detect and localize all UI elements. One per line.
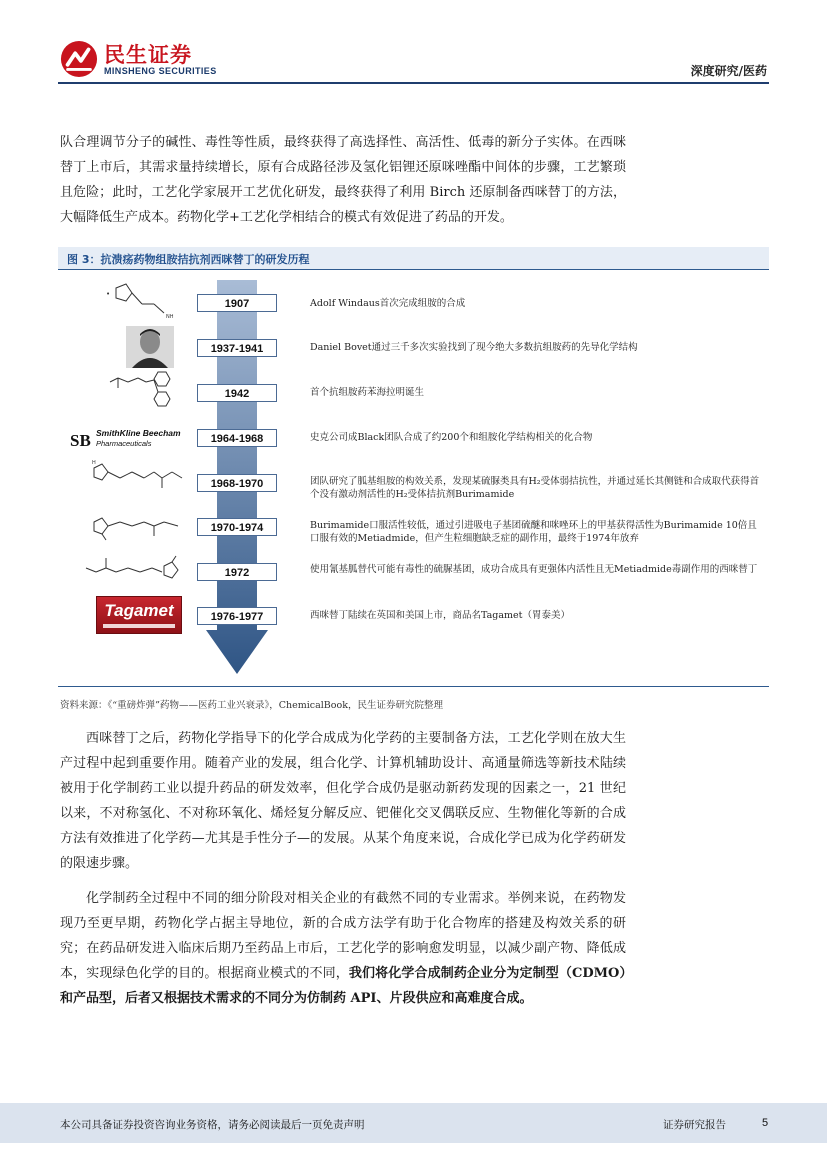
- timeline-event: Adolf Windaus首次完成组胺的合成: [310, 298, 466, 309]
- timeline-year: 1907: [197, 294, 277, 312]
- timeline-year: 1968-1970: [197, 474, 277, 492]
- figure-title-bar: [58, 247, 769, 270]
- timeline-event: 首个抗组胺药苯海拉明诞生: [310, 387, 425, 398]
- timeline-year: 1964-1968: [197, 429, 277, 447]
- figure-source: 资料来源：《“重磅炸弹”药物——医药工业兴衰录》，ChemicalBook，民生证券研究院整理: [60, 700, 443, 711]
- tagamet-logo-text: Tagamet: [104, 601, 174, 620]
- diphenhydramine-structure-icon: [106, 368, 186, 416]
- smithkline-beecham-logo: [70, 428, 182, 450]
- minsheng-logo-icon: [60, 40, 98, 78]
- timeline-year: 1942: [197, 384, 277, 402]
- figure-bottom-divider: [58, 686, 769, 687]
- paragraph-3-bold-text: 我们将化学合成制药企业分为定制型（CDMO）和产品型，后者又根据技术需求的不同分为仿制药 API、片段供应和高难度合成。: [60, 966, 626, 1006]
- timeline-event: 使用氰基胍替代可能有毒性的硫脲基团，成功合成具有更强体内活性且无Metiadmide毒副作用的西咪替丁: [310, 564, 758, 575]
- svg-text:•: •: [106, 290, 111, 298]
- footer-report-type: 证券研究报告: [663, 1119, 726, 1131]
- report-section-tag: 深度研究/医药: [690, 64, 767, 78]
- metiamide-structure-icon: [88, 508, 186, 542]
- paragraph-3-text: 化学制药全过程中不同的细分阶段对相关企业的有截然不同的专业需求。举例来说，在药物发现乃至更早期，药物化学占据主导地位，新的合成方法学有助于化合物库的搭建及构效关系的研究；在药品研发进入临床后期乃至药品上市后，工艺化学的影响愈发明显，以减少副产物、降低成本，实现绿色化学的目的。根据商业模式的不同，: [60, 891, 626, 981]
- logo-text-cn: 民生证券: [104, 43, 192, 67]
- timeline-event: 团队研究了胍基组胺的构效关系，发现某硫脲类具有H₂受体弱拮抗性，并通过延长其侧链和合成取代获得首个没有激动剂活性的H₂受体拮抗剂Burimamide: [310, 476, 760, 500]
- cimetidine-structure-icon: [82, 552, 186, 588]
- page-footer: [0, 1103, 827, 1143]
- timeline-year: 1970-1974: [197, 518, 277, 536]
- timeline-year: 1937-1941: [197, 339, 277, 357]
- timeline-event: Daniel Bovet通过三千多次实验找到了现今绝大多数抗组胺药的先导化学结构: [310, 342, 638, 353]
- cimetidine-timeline: [58, 272, 769, 682]
- burimamide-structure-icon: [86, 458, 186, 494]
- header-divider: [58, 82, 769, 84]
- sb-monogram-icon: [70, 429, 98, 449]
- svg-text:NH: NH: [166, 314, 174, 320]
- svg-text:SB: SB: [70, 431, 91, 449]
- timeline-event: Burimamide口服活性较低，通过引进吸电子基团硫醚和咪唑环上的甲基获得活性为Burimamide 10倍且口服有效的Metiadmide，但产生粒细胞缺乏症的副作用，最终于1974年放弃: [310, 520, 757, 544]
- body-paragraph-2: 西咪替丁之后，药物化学指导下的化学合成成为化学药的主要制备方法，工艺化学则在放大生产过程中起到重要作用。随着产业的发展，组合化学、计算机辅助设计、高通量筛选等新技术陆续被用于化学制药工业以提升药品的研发效率，但化学合成仍是驱动新药发现的因素之一，21 世纪以来，不对称氢化、不对称环氧化、烯烃复分解反应、钯催化交叉偶联反应、生物催化等新的合成方法有效推进了化学药—尤其是手性分子—的发展。从某个角度来说，合成化学已成为化学药研发的限速步骤。: [60, 731, 626, 871]
- page-number: 5: [762, 1117, 769, 1129]
- body-paragraph-3: [60, 886, 626, 1011]
- figure-title: 图 3：抗溃疡药物组胺拮抗剂西咪替丁的研发历程: [67, 253, 310, 266]
- sb-logo-text: SmithKline Beecham: [96, 428, 181, 438]
- logo-text-en: MINSHENG SECURITIES: [104, 66, 217, 76]
- footer-disclaimer: 本公司具备证券投资咨询业务资格，请务必阅读最后一页免责声明: [60, 1119, 365, 1131]
- body-paragraph-1: 队合理调节分子的碱性、毒性等性质，最终获得了高选择性、高活性、低毒的新分子实体。在西咪替丁上市后，其需求量持续增长，原有合成路径涉及氢化铝锂还原咪唑酯中间体的步骤，工艺繁琐且危险；此时，工艺化学家展开工艺优化研发，最终获得了利用 Birch 还原制备西咪替丁的方法，大幅降低生产成本。药物化学+工艺化学相结合的模式有效促进了药品的开发。: [60, 135, 626, 225]
- tagamet-logo: [96, 596, 182, 634]
- scientist-portrait-icon: [126, 326, 174, 368]
- tagamet-logo-stripe: [103, 624, 175, 628]
- timeline-year: 1972: [197, 563, 277, 581]
- timeline-year: 1976-1977: [197, 607, 277, 625]
- svg-text:H: H: [92, 460, 96, 466]
- timeline-event: 史克公司成Black团队合成了约200个和组胺化学结构相关的化合物: [310, 432, 593, 443]
- histamine-structure-icon: [102, 280, 182, 322]
- sb-logo-subtext: Pharmaceuticals: [96, 439, 152, 448]
- timeline-event: 西咪替丁陆续在英国和美国上市，商品名Tagamet（胃泰美）: [310, 610, 570, 621]
- page-header: [0, 0, 827, 90]
